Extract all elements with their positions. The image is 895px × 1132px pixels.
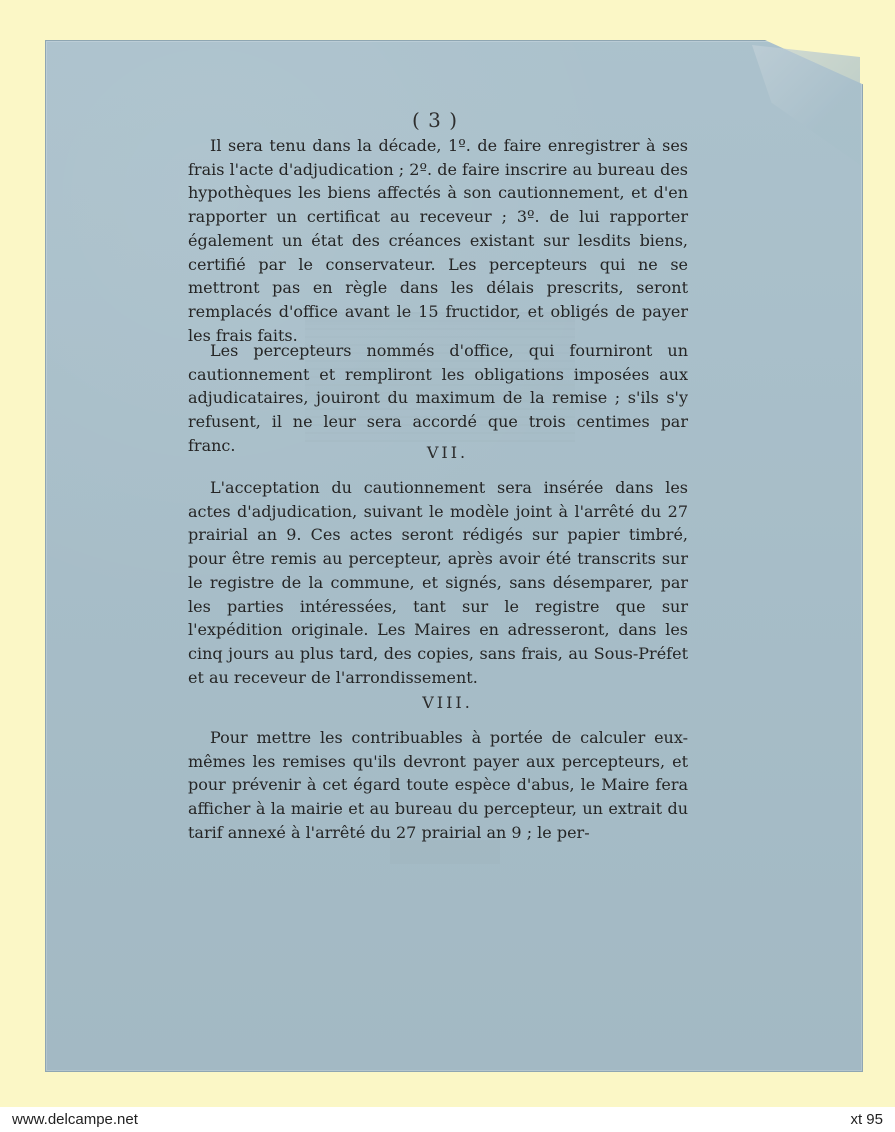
section-heading-vii: VII. <box>426 443 469 462</box>
paragraph-3 <box>188 476 688 689</box>
paragraph-text: Il sera tenu dans la décade, 1º. de faire enregistrer à ses frais l'acte d'adjudication ; 2º. de faire inscrire au bureau des hypothèques les biens affectés à son cautionnement, et d'en rapporter un certificat au receveur ; 3º. de lui rapporter également un état des créances existant sur lesdits biens, certifié par le conservateur. Les percepteurs qui ne se mettront pas en règle dans les délais prescrits, seront remplacés d'office avant le 15 fructidor, et obligés de payer les frais faits. <box>188 136 688 345</box>
paragraph-text: Pour mettre les contribuables à portée de calculer eux-mêmes les remises qu'ils devront payer aux percepteurs, et pour prévenir à cet égard toute espèce d'abus, le Maire fera afficher à la mairie et au bureau du percepteur, un extrait du tarif annexé à l'arrêté du 27 prairial an 9 ; le per- <box>188 728 688 842</box>
page-number: ( 3 ) <box>412 108 459 132</box>
footer-reference-text: xt 95 <box>850 1111 883 1128</box>
paragraph-2 <box>188 339 688 458</box>
paragraph-text: L'acceptation du cautionnement sera insérée dans les actes d'adjudication, suivant le modèle joint à l'arrêté du 27 prairial an 9. Ces actes seront rédigés sur papier timbré, pour être remis au percepteur, après avoir été transcrits sur le registre de la commune, et signés, sans désemparer, par les parties intéressées, tant sur le registre que sur l'expédition originale. Les Maires en adresseront, dans les cinq jours au plus tard, des copies, sans frais, au Sous-Préfet et au receveur de l'arrondissement. <box>188 478 688 687</box>
paragraph-4 <box>188 726 688 845</box>
section-heading-viii: VIII. <box>422 693 473 712</box>
paragraph-text: Les percepteurs nommés d'office, qui fourniront un cautionnement et rempliront les obligations imposées aux adjudicataires, jouiront du maximum de la remise ; s'ils s'y refusent, il ne leur sera accordé que trois centimes par franc. <box>188 341 688 455</box>
footer-site-text: www.delcampe.net <box>12 1111 138 1128</box>
paragraph-1 <box>188 134 688 347</box>
footer-bar <box>0 1107 895 1132</box>
